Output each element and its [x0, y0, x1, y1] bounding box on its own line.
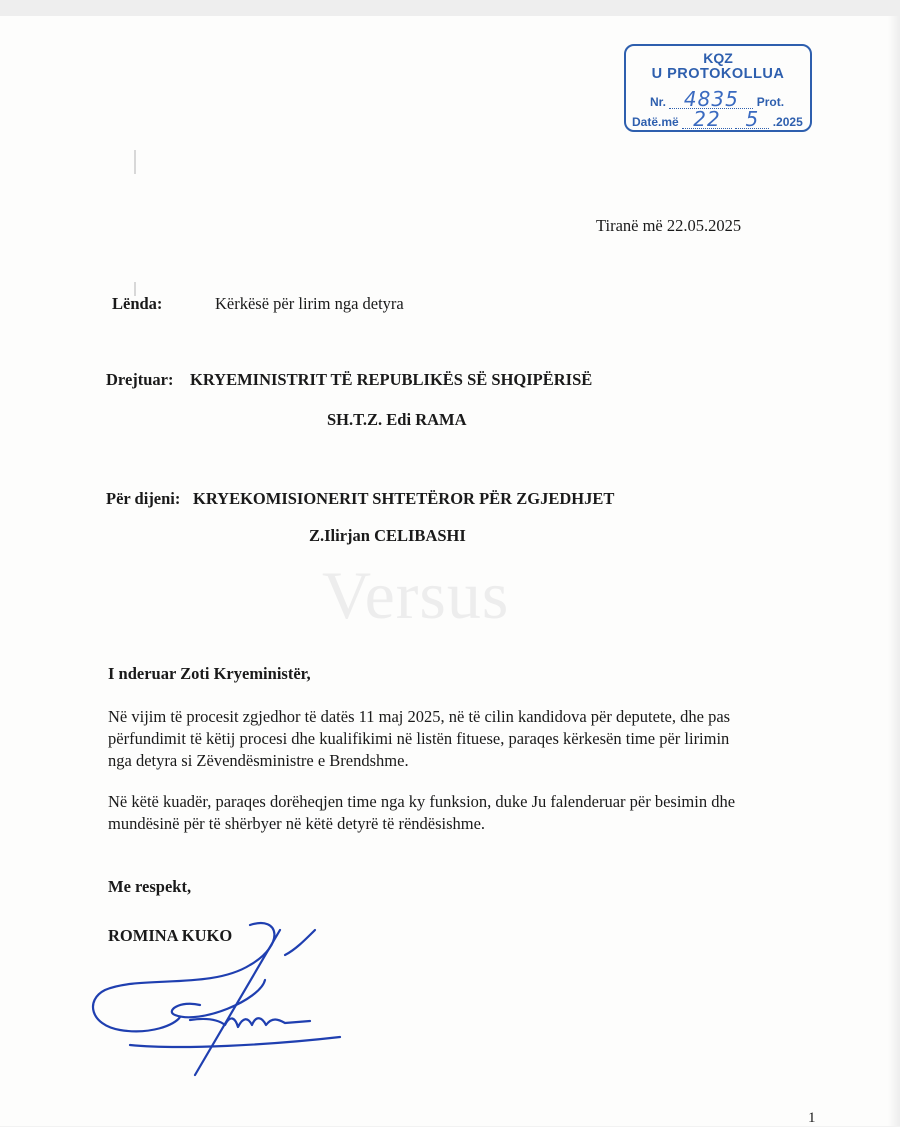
- subject-label: Lënda:: [112, 294, 163, 313]
- watermark: Versus: [322, 557, 510, 633]
- body-paragraph-2: [108, 791, 808, 835]
- scan-mark: [134, 150, 136, 174]
- stamp-date-day: 22: [682, 110, 732, 129]
- page-number: 1: [808, 1110, 816, 1126]
- stamp-org: KQZ: [703, 50, 733, 66]
- paragraph-line: Në këtë kuadër, paraqes dorëheqjen time nga ky funksion, duke Ju falenderuar për besimin dhe: [108, 792, 736, 811]
- cc-name: Z.Ilirjan CELIBASHI: [309, 526, 466, 545]
- scan-top-band: [0, 0, 900, 16]
- paragraph-line: Në vijim të procesit zgjedhor të datës 11 maj 2025, në të cilin kandidova për deputete, dhe pas: [108, 707, 731, 726]
- addressee-label: Drejtuar:: [106, 370, 174, 389]
- subject-text: Kërkësë për lirim nga detyra: [215, 294, 404, 313]
- addressee-title: KRYEMINISTRIT TË REPUBLIKËS SË SHQIPËRISË: [190, 370, 593, 389]
- salutation: I nderuar Zoti Kryeministër,: [108, 664, 311, 683]
- paragraph-line: nga detyra si Zëvendësministre e Brendshme.: [108, 751, 409, 770]
- scan-right-edge: [888, 16, 900, 1126]
- paragraph-line: mundësinë për të shërbyer në këtë detyrë të rëndësishme.: [108, 814, 486, 833]
- handwritten-signature: [80, 905, 380, 1095]
- closing: Me respekt,: [108, 877, 192, 896]
- stamp-date-label: Datë.më: [632, 115, 679, 129]
- stamp-date-year: .2025: [772, 115, 803, 129]
- cc-title: KRYEKOMISIONERIT SHTETËROR PËR ZGJEDHJET: [193, 489, 615, 508]
- cc-label: Për dijeni:: [106, 489, 181, 508]
- stamp-date-row: [632, 107, 803, 131]
- body-paragraph-1: [108, 706, 808, 772]
- signer-name: ROMINA KUKO: [108, 926, 233, 945]
- stamp-nr-label: Nr.: [650, 95, 667, 109]
- stamp-prot-label: Prot.: [756, 95, 785, 109]
- stamp-date-month: 5: [735, 110, 769, 129]
- stamp-nr-value: 4835: [669, 90, 753, 109]
- addressee-name: SH.T.Z. Edi RAMA: [327, 410, 467, 429]
- paragraph-line: përfundimit të këtij procesi dhe kualifikimi në listën fituese, paraqes kërkesën time për lirimin: [108, 729, 730, 748]
- protocol-stamp: [624, 44, 812, 132]
- stamp-title: U PROTOKOLLUA: [651, 66, 785, 82]
- letter-date: Tiranë më 22.05.2025: [596, 216, 742, 235]
